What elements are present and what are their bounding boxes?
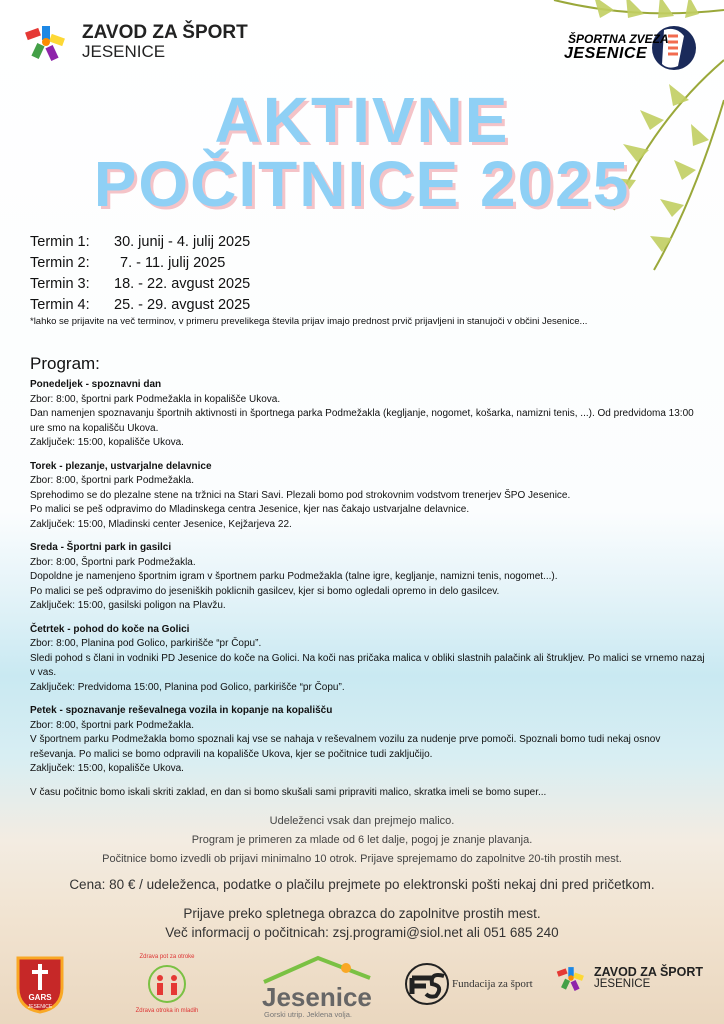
fire-brigade-emblem-icon bbox=[14, 954, 66, 1014]
day-line: Po malici se peš odpravimo do jeseniških poklicnih gasilcev, kjer si bomo ogledali opremo in delo gasilcev. bbox=[30, 585, 500, 597]
day-line: V športnem parku Podmežakla bomo spoznali kaj vse se nahaja v reševalnem vozilu za nudenje prve pomoči. Spoznali bomo tudi nekaj osnov reševanja. Po malici se bomo odpravili na kopališče Ukova, kjer se počitnice tudi zaključijo. bbox=[30, 734, 661, 760]
day-block bbox=[30, 704, 706, 777]
jesenice-city-logo bbox=[258, 954, 384, 1019]
day-line: Zaključek: Predvidoma 15:00, Planina pod Golico, parkirišče “pr Čopu”. bbox=[30, 681, 345, 693]
partner-city: JESENICE bbox=[564, 45, 648, 62]
sportna-zveza-logo bbox=[564, 22, 698, 74]
page-title-line1: AKTIVNE bbox=[214, 84, 510, 156]
fundacija-za-sport-logo bbox=[404, 960, 540, 1008]
info-age: Program je primeren za mlade od 6 let dalje, pogoj je znanje plavanja. bbox=[191, 834, 533, 846]
page-title-line2: POČITNICE 2025 bbox=[93, 148, 631, 220]
org-city: JESENICE bbox=[82, 42, 166, 61]
day-title: Petek - spoznavanje reševalnega vozila in kopanje na kopališču bbox=[30, 705, 333, 716]
day-line: Dopoldne je namenjeno športnim igram v športnem parku Podmežakla (talne igre, kegljanje, namizni tenis, nogomet...). bbox=[30, 571, 558, 582]
terms-list bbox=[30, 232, 250, 316]
term-row bbox=[30, 295, 250, 316]
healthy-child-logo bbox=[132, 954, 202, 1016]
term-dates: 18. - 22. avgust 2025 bbox=[114, 276, 251, 292]
term-row bbox=[30, 232, 250, 253]
term-label: Termin 4: bbox=[30, 297, 90, 313]
term-label: Termin 2: bbox=[30, 255, 90, 271]
day-line: Zbor: 8:00, Planina pod Golico, parkirišče “pr Čopu”. bbox=[30, 638, 262, 649]
term-label: Termin 1: bbox=[30, 234, 90, 250]
day-line: Zbor: 8:00, športni park Podmežakla. bbox=[30, 719, 194, 731]
info-price: Cena: 80 € / udeleženca, podatke o plačilu prejmete po elektronski pošti nekaj dni pred pričetkom. bbox=[69, 877, 655, 892]
day-line: Sprehodimo se do plezalne stene na tržnici na Stari Savi. Plezali bomo pod strokovnim vodstvom trenerjev ŠPO Jesenice. bbox=[30, 489, 571, 501]
child-logo-bottom-text: Zdrava otroka in mladih bbox=[135, 1008, 199, 1014]
child-logo-top-text: Zdrava pot za otroke bbox=[139, 954, 195, 960]
mountain-icon bbox=[258, 954, 384, 984]
day-line: Sledi pohod s člani in vodniki PD Jesenice do koče na Golici. Na koči nas pričaka malica v obliki slastnih palačink ali štrukljev. Po malici se vrnemo nazaj v vas. bbox=[30, 652, 705, 678]
term-dates: 7. - 11. julij 2025 bbox=[120, 255, 226, 271]
fs-emblem-icon bbox=[404, 960, 450, 1008]
program-section bbox=[30, 354, 706, 800]
day-block bbox=[30, 378, 706, 451]
day-block bbox=[30, 541, 706, 614]
jesenice-word: Jesenice bbox=[262, 982, 372, 1012]
program-heading: Program: bbox=[30, 354, 100, 373]
info-contact: Več informacij o počitnicah: zsj.programi@siol.net ali 051 685 240 bbox=[165, 925, 559, 940]
day-line: Zbor: 8:00, športni park Podmežakla in kopališče Ukova. bbox=[30, 393, 281, 405]
sport-figure-icon bbox=[556, 964, 586, 992]
day-line: Zaključek: 15:00, kopališče Ukova. bbox=[30, 763, 184, 774]
info-meal: Udeleženci vsak dan prejmejo malico. bbox=[269, 815, 455, 827]
day-line: Zbor: 8:00, športni park Podmežakla. bbox=[30, 475, 194, 486]
zavod-za-sport-logo bbox=[24, 22, 248, 62]
day-title: Ponedeljek - spoznavni dan bbox=[30, 379, 162, 390]
footer-org-name: ZAVOD ZA ŠPORT bbox=[594, 965, 704, 979]
children-icon bbox=[132, 964, 202, 1008]
term-dates: 30. junij - 4. julij 2025 bbox=[114, 234, 251, 250]
info-minimum: Počitnice bomo izvedli ob prijavi minimalno 10 otrok. Prijave sprejemamo do zapolnitve 20-tih prostih mest. bbox=[102, 853, 622, 865]
day-title: Četrtek - pohod do koče na Golici bbox=[30, 623, 190, 635]
gars-sub: JESENICE bbox=[27, 1004, 53, 1010]
day-line: Zbor: 8:00, Športni park Podmežakla. bbox=[30, 556, 196, 568]
zavod-za-sport-footer-logo bbox=[556, 958, 716, 998]
sport-figure-icon bbox=[24, 22, 68, 62]
jesenice-slogan: Gorski utrip. Jeklena volja. bbox=[264, 1010, 352, 1019]
day-title: Sreda - Športni park in gasilci bbox=[30, 542, 172, 553]
day-line: Zaključek: 15:00, Mladinski center Jesenice, Kejžarjeva 22. bbox=[30, 518, 292, 530]
program-closing: V času počitnic bomo iskali skriti zaklad, en dan si bomo skušali sami pripraviti malico, skratka imeli se bomo super... bbox=[30, 786, 547, 798]
info-signup: Prijave preko spletnega obrazca do zapolnitve prostih mest. bbox=[183, 906, 541, 921]
footer-org-city: JESENICE bbox=[594, 978, 651, 990]
fs-word: Fundacija za šport bbox=[452, 978, 533, 990]
day-line: Dan namenjen spoznavanju športnih aktivnosti in športnega parka Podmežakla (kegljanje, nogomet, košarka, namizni tenis, ...). Od predvidoma 13:00 ure smo na kopališču Ukova. bbox=[30, 408, 694, 434]
org-name: ZAVOD ZA ŠPORT bbox=[82, 22, 248, 43]
term-label: Termin 3: bbox=[30, 276, 90, 292]
day-block bbox=[30, 623, 706, 696]
day-line: Po malici se peš odpravimo do Mladinskega centra Jesenice, kjer nas čakajo ustvarjalne delavnice. bbox=[30, 504, 470, 515]
gars-jesenice-logo bbox=[14, 954, 66, 1014]
term-row bbox=[30, 253, 250, 274]
day-line: Zaključek: 15:00, gasilski poligon na Plavžu. bbox=[30, 600, 226, 611]
terms-note: *lahko se prijavite na več terminov, v primeru prevelikega števila prijav imajo prednost prvič prijavljeni in stanujoči v občini Jesenice... bbox=[30, 316, 588, 327]
term-dates: 25. - 29. avgust 2025 bbox=[114, 297, 251, 313]
term-row bbox=[30, 274, 250, 295]
day-line: Zaključek: 15:00, kopališče Ukova. bbox=[30, 437, 184, 448]
gars-label: GARS bbox=[28, 993, 52, 1002]
day-block bbox=[30, 460, 706, 533]
partner-name: ŠPORTNA ZVEZA bbox=[568, 32, 669, 46]
day-title: Torek - plezanje, ustvarjalne delavnice bbox=[30, 460, 212, 472]
sponsor-logos bbox=[0, 950, 724, 1020]
